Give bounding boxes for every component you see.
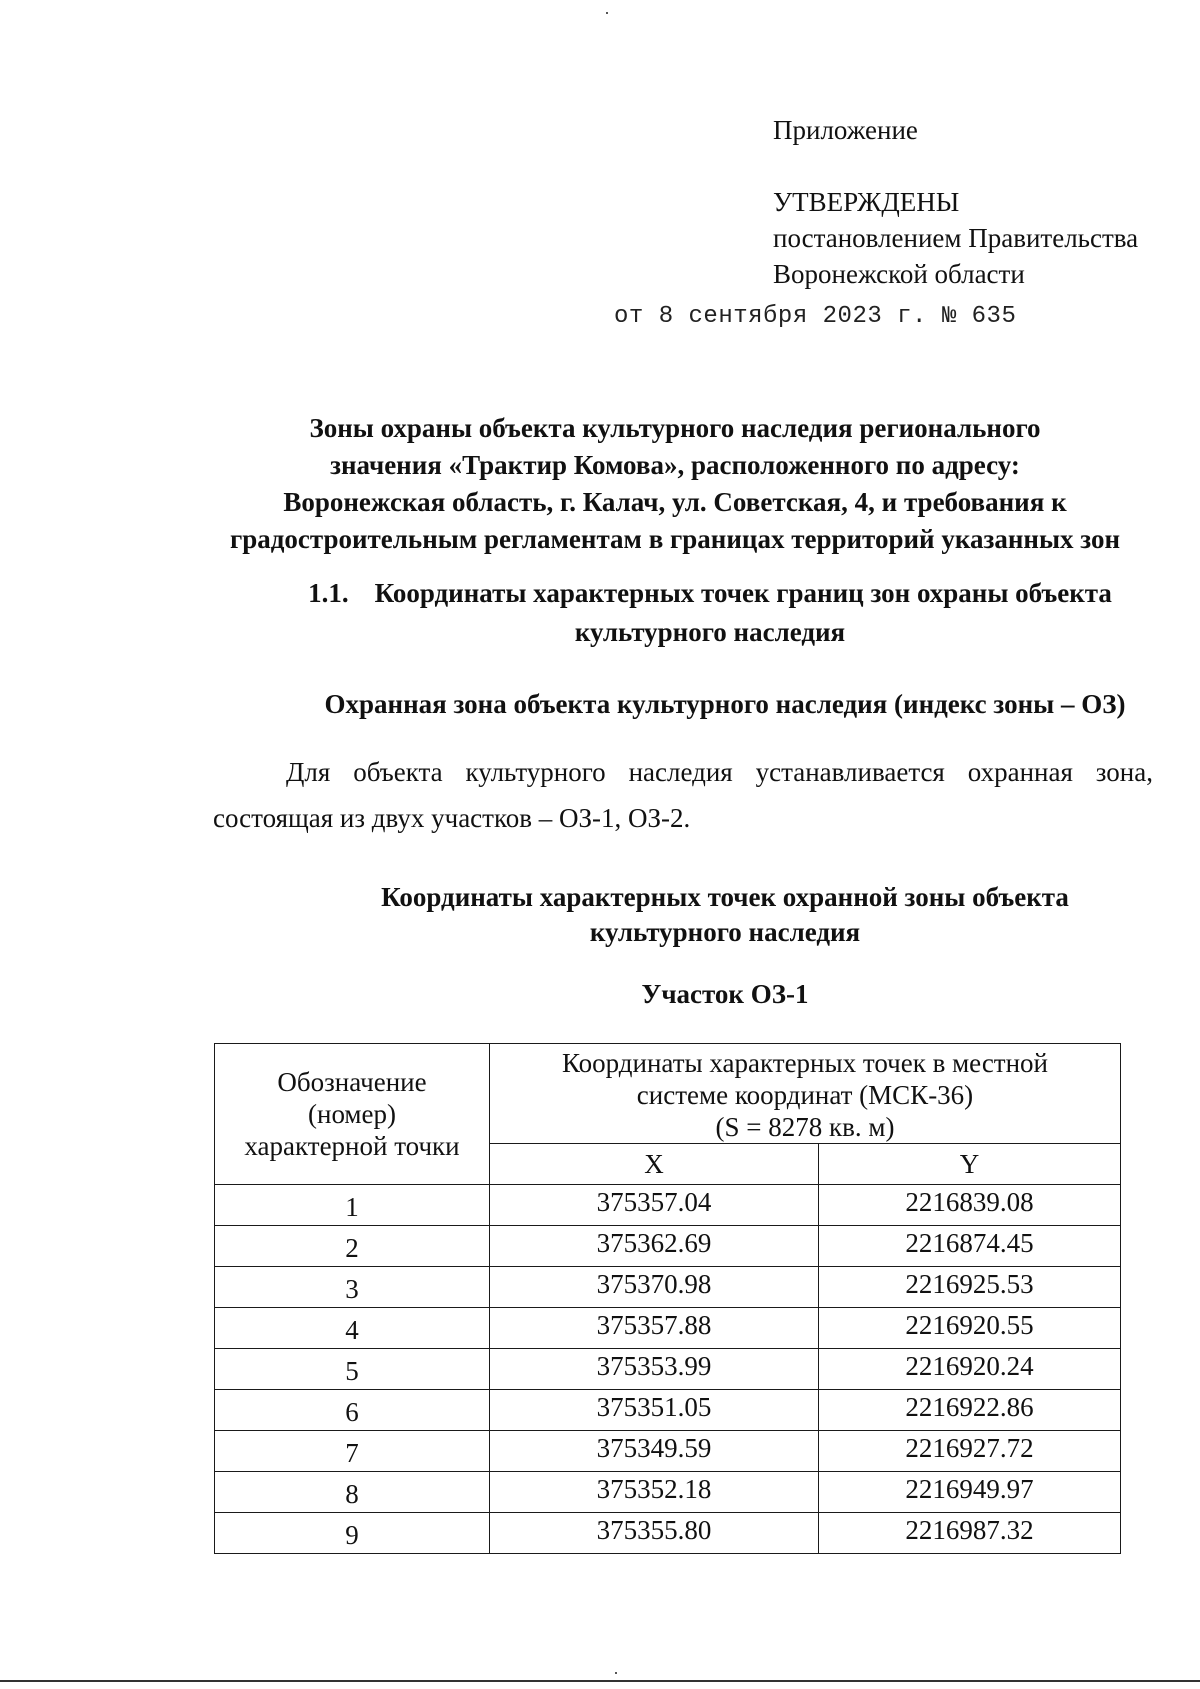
section-heading-line-2: культурного наследия — [574, 617, 846, 647]
coordinates-heading-line-2: культурного наследия — [589, 917, 861, 947]
x-coordinate-cell: 375357.04 — [490, 1185, 819, 1226]
y-coordinate-cell: 2216874.45 — [819, 1226, 1121, 1267]
section-number: 1.1. — [308, 578, 349, 608]
coordinates-heading-line-1: Координаты характерных точек охранной зоны объекта — [381, 882, 1069, 912]
coordinates-table — [214, 1043, 1121, 1554]
table-row — [215, 1390, 1121, 1431]
table-row — [215, 1185, 1121, 1226]
coordinates-heading — [300, 880, 1150, 950]
point-label-header: Обозначение (номер) характерной точки — [215, 1044, 490, 1185]
approval-line-2: Воронежской области — [773, 259, 1025, 289]
y-coordinate-cell: 2216920.55 — [819, 1308, 1121, 1349]
point-number-cell: 1 — [215, 1185, 490, 1226]
point-number-cell: 3 — [215, 1267, 490, 1308]
table-body — [215, 1185, 1121, 1554]
table-row — [215, 1431, 1121, 1472]
y-coordinate-cell: 2216987.32 — [819, 1513, 1121, 1554]
scan-speck — [615, 1672, 617, 1674]
point-number-cell: 8 — [215, 1472, 490, 1513]
table-row — [215, 1308, 1121, 1349]
point-number-cell: 2 — [215, 1226, 490, 1267]
appendix-label: Приложение — [773, 115, 918, 145]
x-column-header: X — [490, 1144, 819, 1185]
x-coordinate-cell: 375352.18 — [490, 1472, 819, 1513]
x-coordinate-cell: 375370.98 — [490, 1267, 819, 1308]
document-title — [200, 410, 1150, 558]
point-number-cell: 7 — [215, 1431, 490, 1472]
title-line-2: значения «Трактир Комова», расположенного по адресу: — [330, 450, 1020, 480]
approval-block — [773, 112, 1173, 292]
zone-heading: Охранная зона объекта культурного наследия (индекс зоны – ОЗ) — [324, 689, 1126, 719]
y-coordinate-cell: 2216925.53 — [819, 1267, 1121, 1308]
table-row — [215, 1513, 1121, 1554]
table-row — [215, 1349, 1121, 1390]
title-line-4: градостроительным регламентам в границах территорий указанных зон — [229, 524, 1121, 554]
point-number-cell: 9 — [215, 1513, 490, 1554]
table-row — [215, 1267, 1121, 1308]
coordinates-group-header: Координаты характерных точек в местной системе координат (МСК-36) (S = 8278 кв. м) — [490, 1044, 1121, 1144]
y-column-header: Y — [819, 1144, 1121, 1185]
x-coordinate-cell: 375353.99 — [490, 1349, 819, 1390]
y-coordinate-cell: 2216927.72 — [819, 1431, 1121, 1472]
x-coordinate-cell: 375362.69 — [490, 1226, 819, 1267]
y-coordinate-cell: 2216920.24 — [819, 1349, 1121, 1390]
title-line-1: Зоны охраны объекта культурного наследия регионального — [309, 413, 1041, 443]
zone-description: Для объекта культурного наследия устанавливается охранная зона, состоящая из двух участков – ОЗ-1, ОЗ-2. — [213, 757, 1153, 833]
y-coordinate-cell: 2216839.08 — [819, 1185, 1121, 1226]
approval-line-1: постановлением Правительства — [773, 223, 1139, 253]
point-number-cell: 6 — [215, 1390, 490, 1431]
point-number-cell: 4 — [215, 1308, 490, 1349]
x-coordinate-cell: 375357.88 — [490, 1308, 819, 1349]
site-heading: Участок ОЗ-1 — [641, 979, 809, 1009]
scan-speck — [606, 12, 608, 14]
x-coordinate-cell: 375351.05 — [490, 1390, 819, 1431]
registration-stamp: от 8 сентября 2023 г. № 635 — [614, 303, 1017, 330]
point-number-cell: 5 — [215, 1349, 490, 1390]
table-header-row — [215, 1044, 1121, 1144]
approved-label: УТВЕРЖДЕНЫ — [773, 187, 960, 217]
section-title-part-1: Координаты характерных точек границ зон охраны объекта — [374, 578, 1112, 608]
y-coordinate-cell: 2216922.86 — [819, 1390, 1121, 1431]
section-heading-line-1 — [270, 574, 1150, 613]
table-row — [215, 1226, 1121, 1267]
page-bottom-edge — [0, 1680, 1200, 1682]
title-line-3: Воронежская область, г. Калач, ул. Советская, 4, и требования к — [283, 487, 1067, 517]
section-heading — [270, 574, 1150, 652]
x-coordinate-cell: 375355.80 — [490, 1513, 819, 1554]
x-coordinate-cell: 375349.59 — [490, 1431, 819, 1472]
table-row — [215, 1472, 1121, 1513]
y-coordinate-cell: 2216949.97 — [819, 1472, 1121, 1513]
